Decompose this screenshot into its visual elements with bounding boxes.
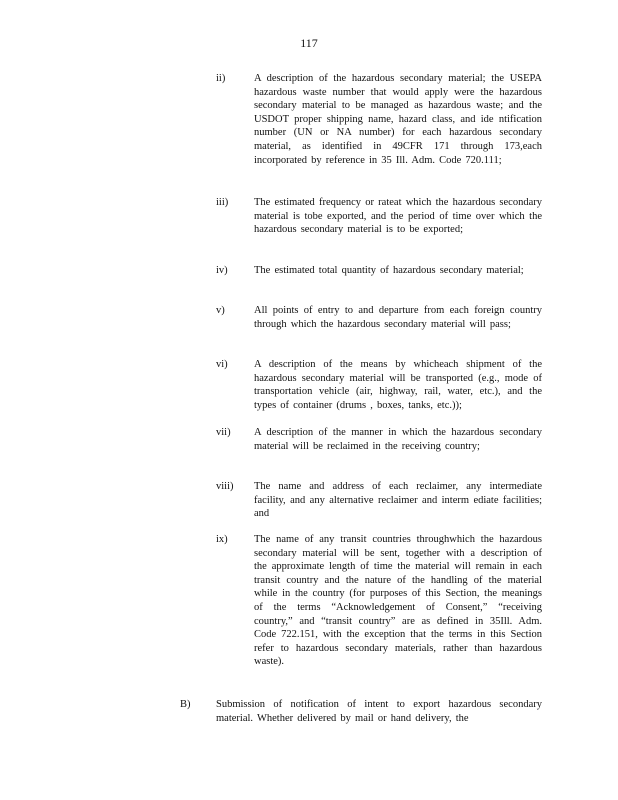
item-number: vi) (216, 359, 228, 370)
item-text: The name of any transit countries throughwhich the hazardous secondary material will be sent, together with a description of the approximate length of time the material will remain in each transit country and the nature of the handling of the material while in the country (for purposes of this Section, the meanings of the terms “Acknowledgement of Consent,” “receiving country,” and “transit country” are as defined in 35Ill. Adm. Code 722.151, with the exception that the terms in this Section refer to hazardous secondary materials, rather than hazardous waste). (254, 534, 542, 668)
item-number: iv) (216, 265, 228, 276)
list-item-v (216, 304, 542, 331)
list-item-vi (216, 358, 542, 412)
item-text: The estimated frequency or rateat which the hazardous secondary material is tobe exported, and the period of time over which the hazardous secondary material is to be exported; (254, 197, 542, 236)
item-text: A description of the manner in which the hazardous secondary material will be reclaimed in the receiving country; (254, 427, 542, 452)
item-text: A description of the means by whicheach shipment of the hazardous secondary material will be transported (e.g., mode of transportation vehicle (air, highway, rail, water, etc.), and the types of container (drums , boxes, tanks, etc.)); (254, 359, 542, 411)
list-item-iii (216, 196, 542, 237)
list-item-viii (216, 480, 542, 521)
list-item-ii (216, 72, 542, 167)
page-number: 117 (300, 36, 318, 50)
item-number: ii) (216, 73, 226, 84)
list-item-vii (216, 426, 542, 453)
item-number: v) (216, 305, 225, 316)
list-item-ix (216, 533, 542, 669)
item-text: A description of the hazardous secondary material; the USEPA hazardous waste number that would apply were the hazardous secondary material to be managed as hazardous waste; and the USDOT proper shipping name, hazard class, and ide ntification number (UN or NA number) for each hazardous secondary material, as identified in 49CFR 171 through 173,each incorporated by reference in 35 Ill. Adm. Code 720.111; (254, 73, 542, 166)
section-number: B) (180, 699, 191, 710)
item-text: The estimated total quantity of hazardous secondary material; (254, 265, 524, 276)
list-item-iv (216, 264, 542, 278)
item-number: ix) (216, 534, 228, 545)
section-b (180, 698, 542, 725)
item-number: viii) (216, 481, 234, 492)
item-text: The name and address of each reclaimer, any intermediate facility, and any alternative reclaimer and interm ediate facilities; and (254, 481, 542, 520)
section-text: Submission of notification of intent to export hazardous secondary material. Whether delivered by mail or hand delivery, the (216, 699, 542, 724)
item-number: iii) (216, 197, 229, 208)
item-number: vii) (216, 427, 231, 438)
item-text: All points of entry to and departure from each foreign country through which the hazardous secondary material will pass; (254, 305, 542, 330)
